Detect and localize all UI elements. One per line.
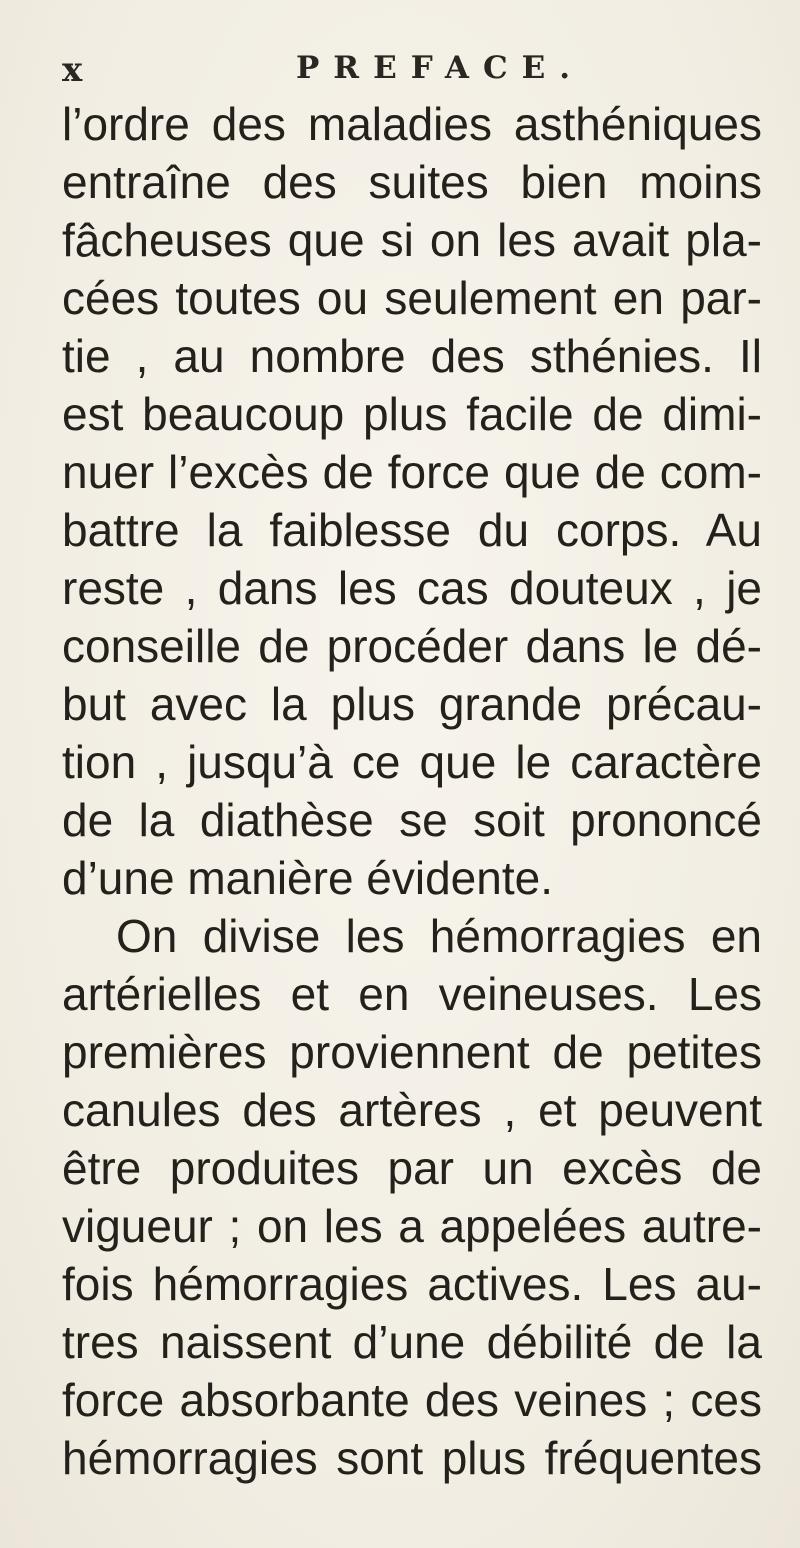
text-line: vigueur ; on les a appelées autre- <box>62 1200 762 1252</box>
text-line: canules des artères , et peuvent <box>62 1084 762 1136</box>
text-line: battre la faiblesse du corps. Au <box>62 504 762 556</box>
text-line: l’ordre des maladies asthéniques <box>62 98 762 150</box>
text-line: but avec la plus grande précau- <box>62 678 762 730</box>
text-line: hémorragies sont plus fréquentes <box>62 1432 762 1484</box>
running-head <box>62 50 782 100</box>
text-line: être produites par un excès de <box>62 1142 762 1194</box>
text-line: est beaucoup plus facile de dimi- <box>62 388 762 440</box>
text-line: entraîne des suites bien moins <box>62 156 762 208</box>
text-line: conseille de procéder dans le dé- <box>62 620 762 672</box>
text-line: reste , dans les cas douteux , je <box>62 562 762 614</box>
text-line: tion , jusqu’à ce que le caractère <box>62 736 762 788</box>
text-line: force absorbante des veines ; ces <box>62 1374 762 1426</box>
text-line: fâcheuses que si on les avait pla- <box>62 214 762 266</box>
text-line: cées toutes ou seulement en par- <box>62 272 762 324</box>
page-number: x <box>62 50 84 90</box>
text-line: nuer l’excès de force que de com- <box>62 446 762 498</box>
paragraph-start-line: On divise les hémorragies en <box>116 910 762 962</box>
text-line: tres naissent d’une débilité de la <box>62 1316 762 1368</box>
text-line: de la diathèse se soit prononcé <box>62 794 762 846</box>
text-line: fois hémorragies actives. Les au- <box>62 1258 762 1310</box>
text-line: tie , au nombre des sthénies. Il <box>62 330 762 382</box>
running-title: PREFACE. <box>296 50 585 86</box>
text-line: artérielles et en veineuses. Les <box>62 968 762 1020</box>
body-text <box>62 95 762 1487</box>
text-line: premières proviennent de petites <box>62 1026 762 1078</box>
paragraph-end-line: d’une manière évidente. <box>62 852 553 904</box>
